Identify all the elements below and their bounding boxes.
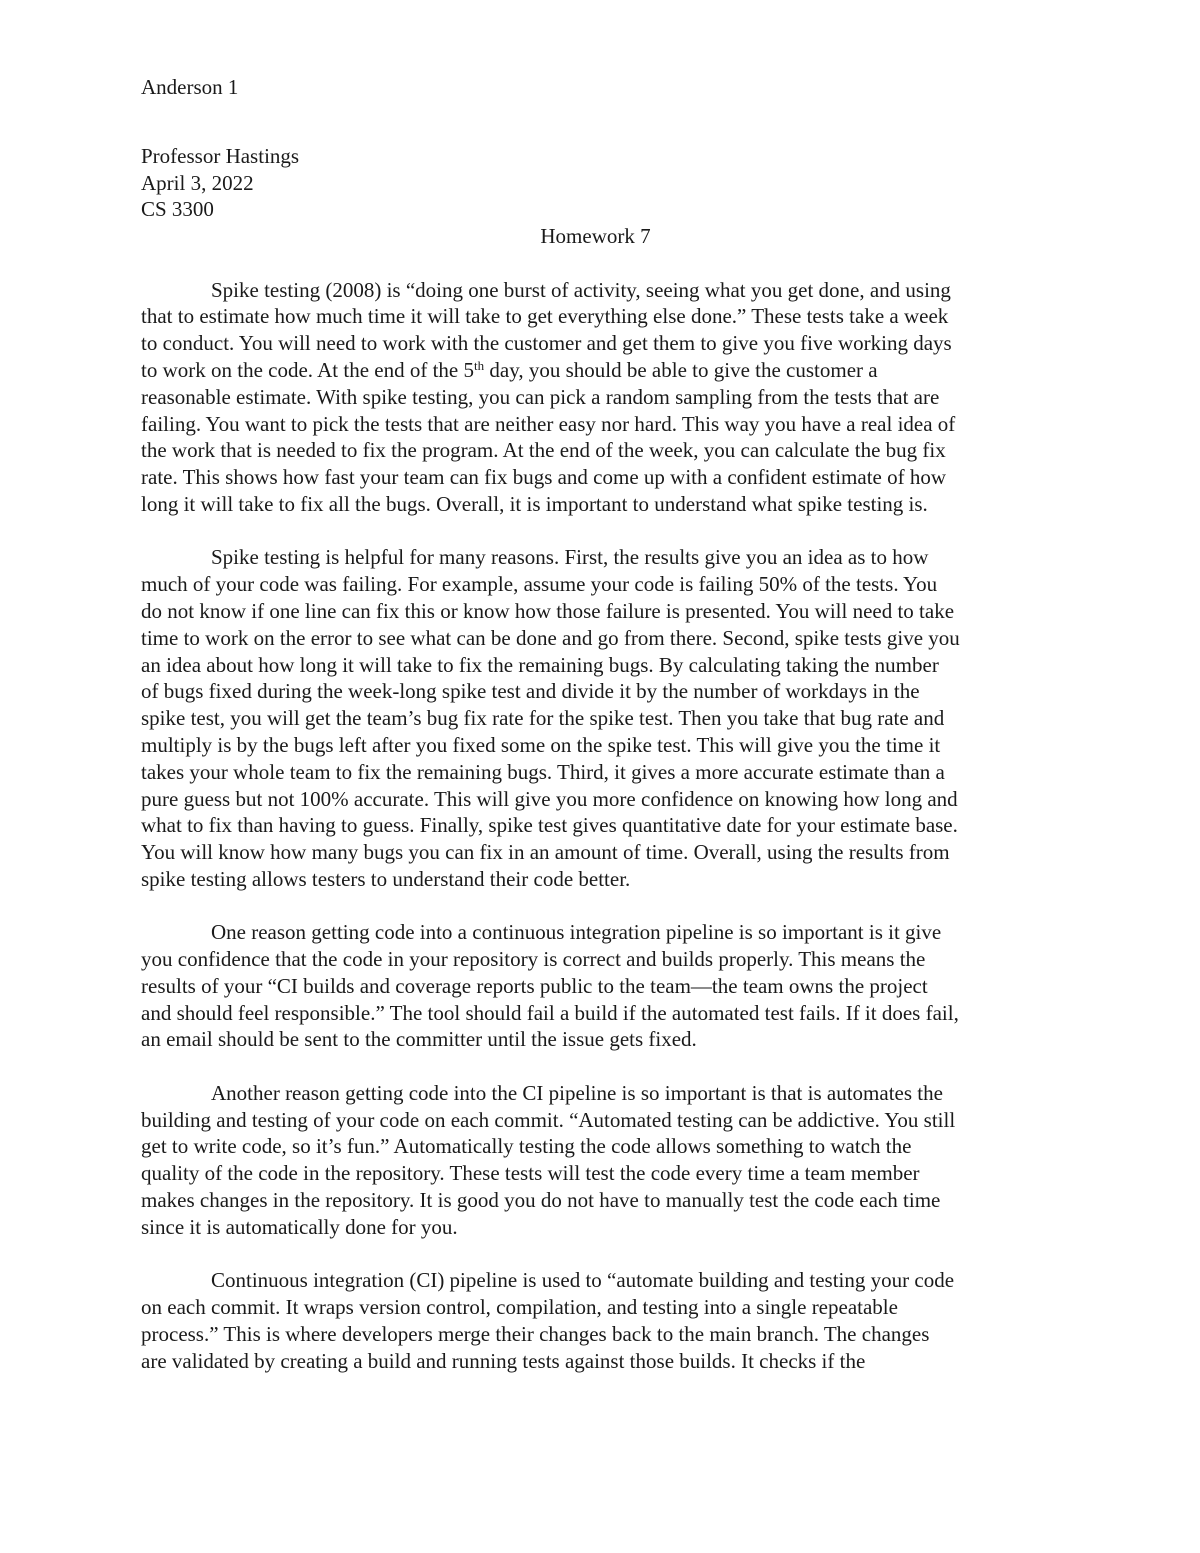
- paragraph-3: [141, 919, 1066, 1053]
- paragraph-line: spike test, you will get the team’s bug fix rate for the spike test. Then you take that bug rate and: [141, 706, 945, 731]
- paragraph-line: Spike testing is helpful for many reasons. First, the results give you an idea as to how: [211, 545, 929, 570]
- running-head: Anderson 1: [141, 75, 239, 99]
- paragraph-1: [141, 277, 1066, 518]
- paragraph-line: you confidence that the code in your repository is correct and builds properly. This means the: [141, 947, 926, 972]
- document-body: [141, 74, 1066, 1374]
- paragraph-line: One reason getting code into a continuous integration pipeline is so important is it give: [211, 920, 942, 945]
- paragraph-line: takes your whole team to fix the remaining bugs. Third, it gives a more accurate estimate than a: [141, 759, 945, 784]
- paragraph-line: get to write code, so it’s fun.” Automatically testing the code allows something to watch the: [141, 1134, 912, 1159]
- paragraph-line: multiply is by the bugs left after you fixed some on the spike test. This will give you the time it: [141, 732, 941, 757]
- professor-name: Professor Hastings: [141, 143, 300, 168]
- paragraph-line: results of your “CI builds and coverage reports public to the team—the team owns the project: [141, 973, 928, 998]
- paragraph-line: much of your code was failing. For example, assume your code is failing 50% of the tests. You: [141, 572, 938, 597]
- paragraph-line: are validated by creating a build and running tests against those builds. It checks if the: [141, 1348, 866, 1373]
- heading-block: [141, 143, 1066, 250]
- paragraph-line: building and testing of your code on each commit. “Automated testing can be addictive. You still: [141, 1107, 956, 1132]
- paragraph-line: failing. You want to pick the tests that are neither easy nor hard. This way you have a real idea of: [141, 411, 956, 436]
- paragraph-line: time to work on the error to see what can be done and go from there. Second, spike tests give you: [141, 625, 960, 650]
- paragraph-line: on each commit. It wraps version control, compilation, and testing into a single repeatable: [141, 1295, 898, 1320]
- paragraph-line: what to fix than having to guess. Finally, spike test gives quantitative date for your estimate base.: [141, 813, 958, 838]
- paragraph-line: that to estimate how much time it will take to get everything else done.” These tests take a week: [141, 304, 949, 329]
- paragraph-line: the work that is needed to fix the program. At the end of the week, you can calculate the bug fix: [141, 438, 946, 463]
- paragraph-line: of bugs fixed during the week-long spike test and divide it by the number of workdays in the: [141, 679, 920, 704]
- paragraph-line: to work on the code. At the end of the 5th day, you should be able to give the customer a: [141, 357, 878, 382]
- paragraph-line: spike testing allows testers to understand their code better.: [141, 866, 631, 891]
- paragraph-line: reasonable estimate. With spike testing, you can pick a random sampling from the tests that are: [141, 384, 940, 409]
- course-code: CS 3300: [141, 197, 214, 222]
- paragraph-line: makes changes in the repository. It is good you do not have to manually test the code each time: [141, 1188, 941, 1213]
- paragraph-line: process.” This is where developers merge their changes back to the main branch. The changes: [141, 1321, 930, 1346]
- paragraph-line: You will know how many bugs you can fix in an amount of time. Overall, using the results from: [141, 840, 950, 865]
- paragraph-line: Spike testing (2008) is “doing one burst of activity, seeing what you get done, and using: [211, 277, 951, 302]
- superscript-th: th: [474, 357, 485, 373]
- paragraph-line: and should feel responsible.” The tool should fail a build if the automated test fails. If it does fail,: [141, 1000, 959, 1025]
- paragraph-line: an idea about how long it will take to fix the remaining bugs. By calculating taking the number: [141, 652, 939, 677]
- paragraph-line: long it will take to fix all the bugs. Overall, it is important to understand what spike testing is.: [141, 491, 928, 516]
- document-title: Homework 7: [540, 224, 651, 249]
- paragraph-2: [141, 544, 1066, 892]
- paragraph-line: to conduct. You will need to work with the customer and get them to give you five working days: [141, 331, 952, 356]
- paragraph-line: an email should be sent to the committer until the issue gets fixed.: [141, 1027, 697, 1052]
- paragraph-line: Another reason getting code into the CI pipeline is so important is that is automates the: [211, 1080, 943, 1105]
- paragraph-line: Continuous integration (CI) pipeline is used to “automate building and testing your code: [211, 1268, 955, 1293]
- paragraph-line: pure guess but not 100% accurate. This will give you more confidence on knowing how long and: [141, 786, 958, 811]
- paragraph-line: since it is automatically done for you.: [141, 1214, 458, 1239]
- paragraph-5: [141, 1267, 1066, 1374]
- paragraph-line: quality of the code in the repository. These tests will test the code every time a team member: [141, 1161, 920, 1186]
- document-date: April 3, 2022: [141, 170, 254, 195]
- paragraph-4: [141, 1080, 1066, 1241]
- paragraph-line: rate. This shows how fast your team can fix bugs and come up with a confident estimate of how: [141, 465, 947, 490]
- paragraph-line: do not know if one line can fix this or know how those failure is presented. You will need to take: [141, 598, 955, 623]
